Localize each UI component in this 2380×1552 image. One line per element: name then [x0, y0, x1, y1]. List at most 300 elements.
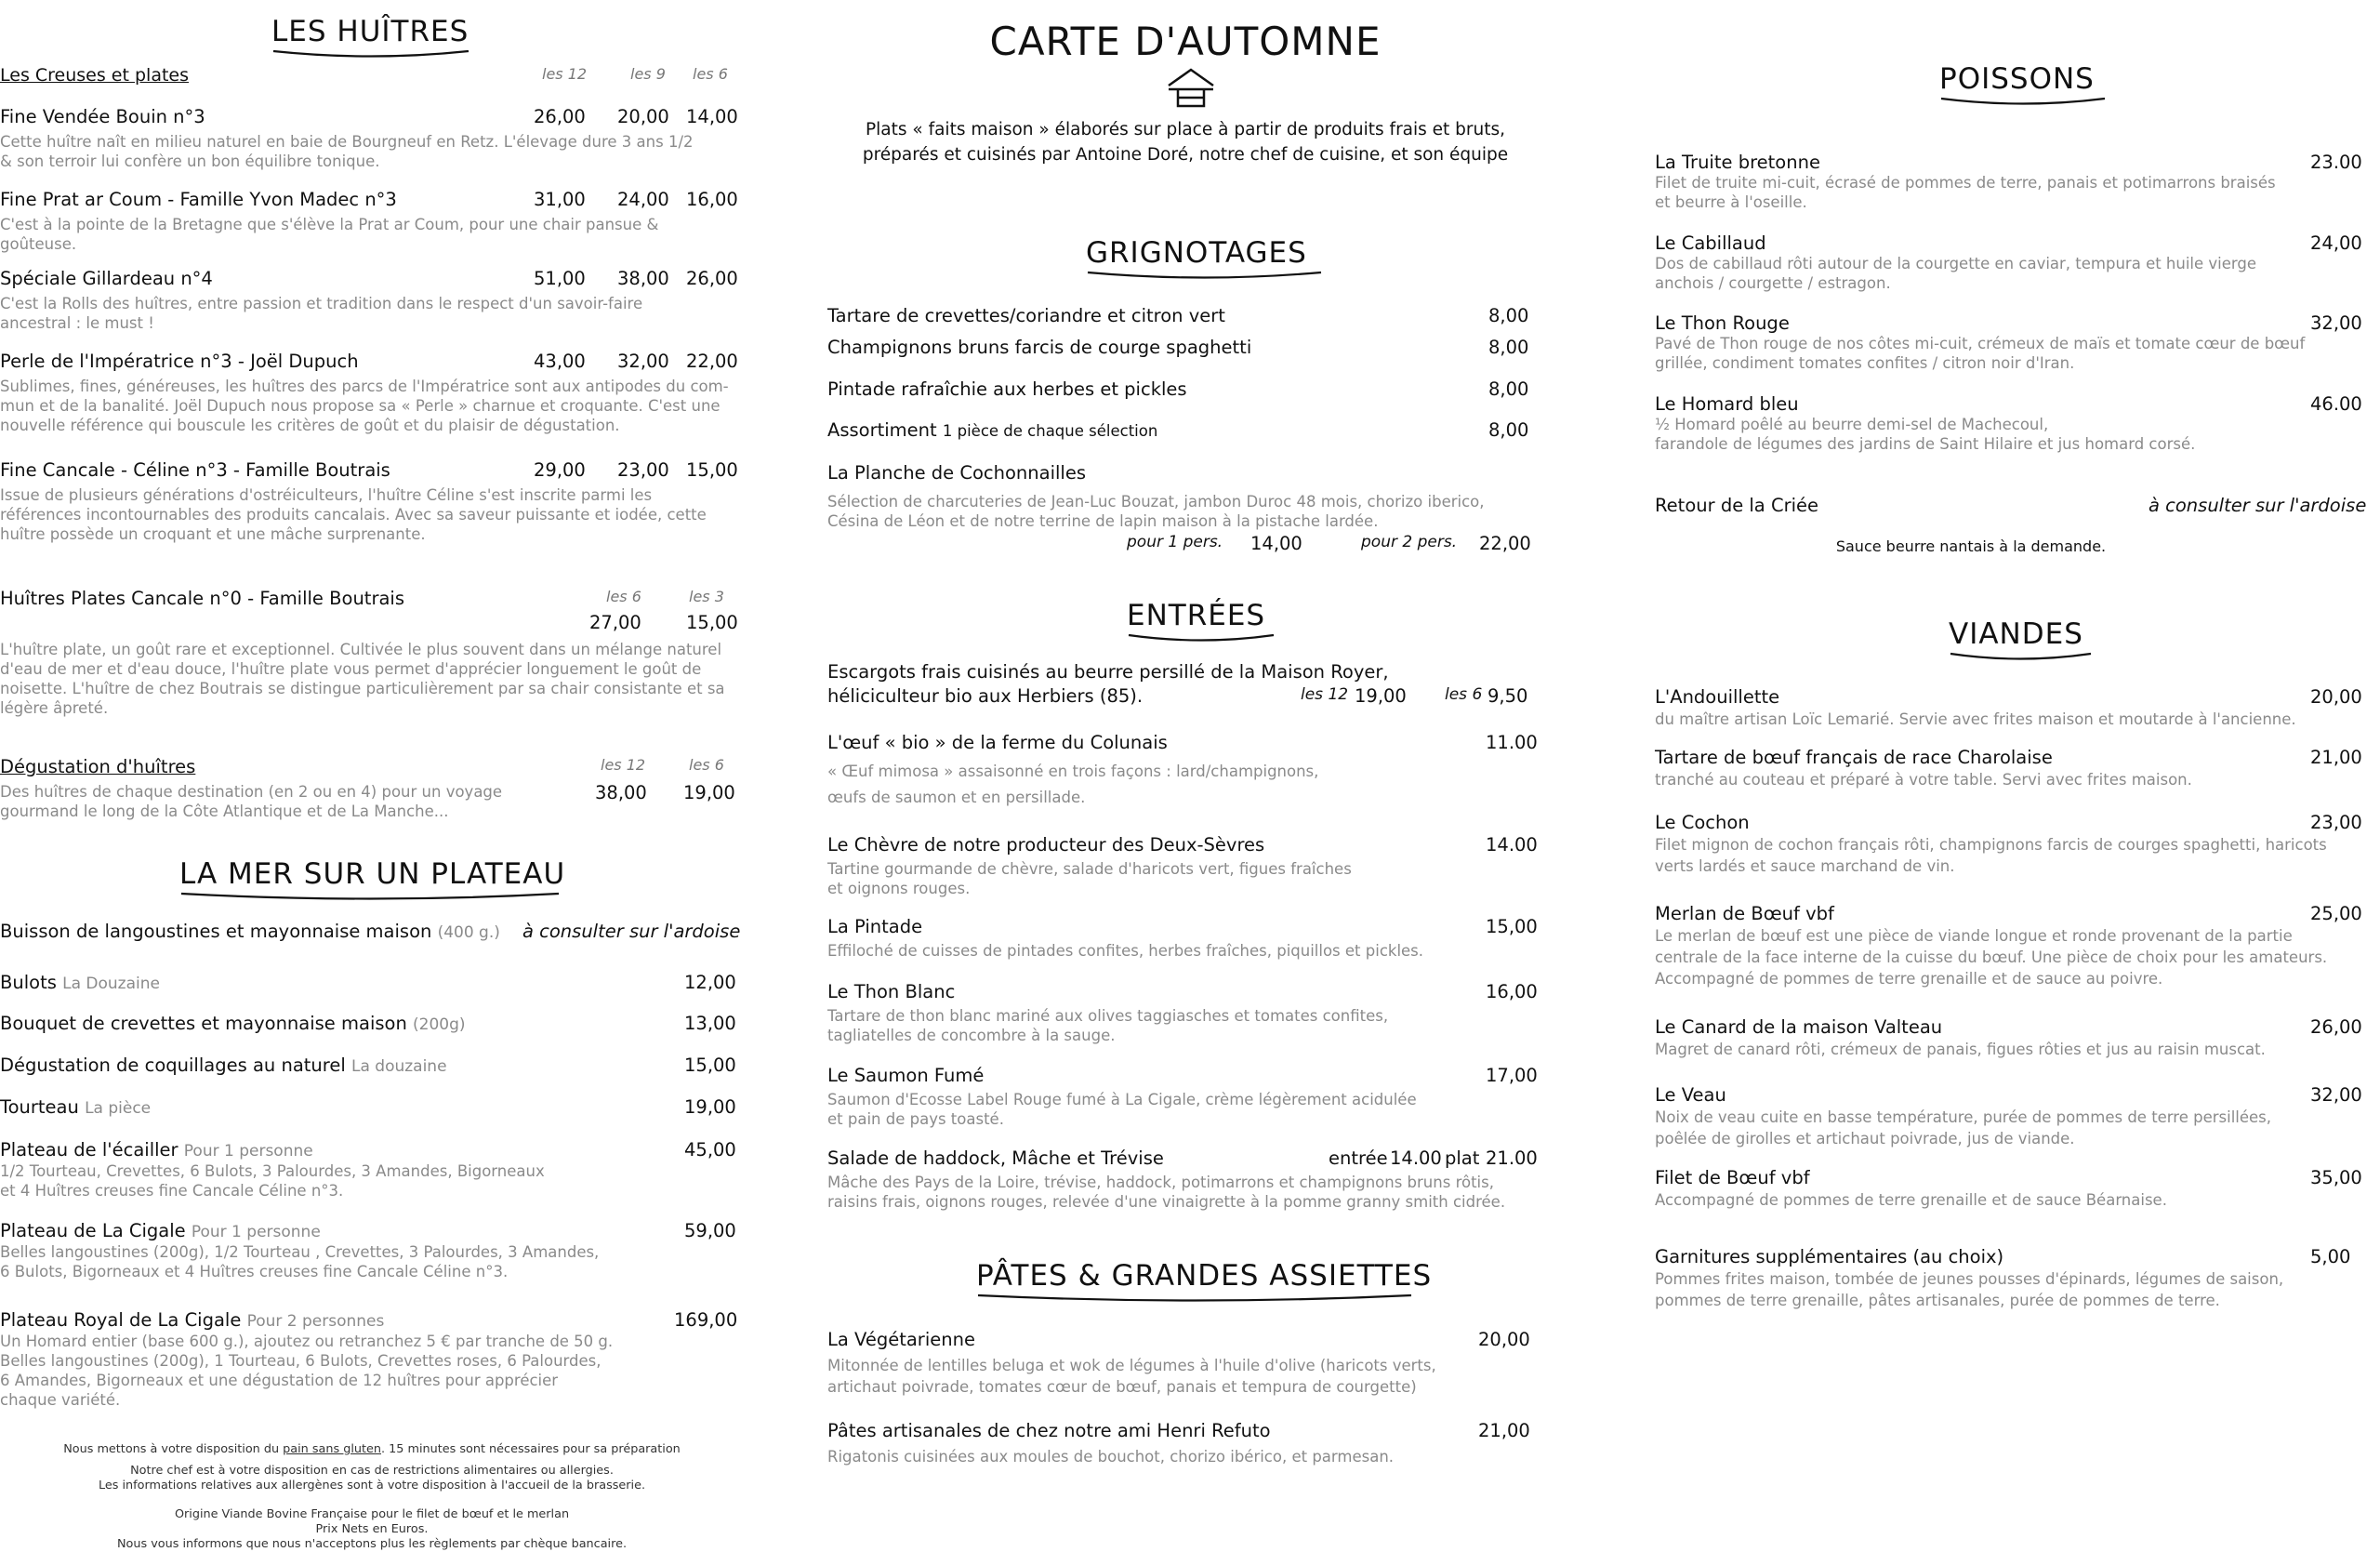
grignotage-item: [827, 305, 1543, 329]
item-name-text: Tourteau: [0, 1096, 79, 1118]
item-row: [827, 305, 1543, 329]
title-swash-icon: [271, 48, 470, 61]
item-row: [0, 972, 744, 996]
price-9: 38,00: [617, 268, 669, 289]
plateau-item: [0, 1055, 744, 1079]
item-description: [827, 1006, 1543, 1045]
description-line: 6 Bulots, Bigorneaux et 4 Huîtres creuses fine Cancale Céline n°3.: [0, 1263, 509, 1280]
description-line: Noix de veau cuite en basse température, purée de pommes de terre persillées,: [1655, 1108, 2272, 1126]
price-12: 26,00: [534, 106, 586, 127]
viande-item: [1655, 1084, 2380, 1149]
description-line: artichaut poivrade, tomates cœur de bœuf, panais et tempura de courgette): [827, 1378, 1417, 1396]
item-name-text: Pintade rafraîchie aux herbes et pickles: [827, 378, 1187, 400]
entree-item: [827, 981, 1543, 1045]
oyster-item: [0, 268, 744, 333]
item-row: [1655, 812, 2380, 836]
title-swash-icon: [179, 891, 561, 904]
item-description: [1655, 1268, 2380, 1311]
pates-item: [827, 1329, 1543, 1398]
description-line: et pain de pays toasté.: [827, 1110, 1004, 1128]
oyster-item: [0, 351, 744, 435]
item-description: [827, 941, 1543, 961]
item-row: [827, 419, 1543, 444]
description-line: tranché au couteau et préparé à votre table. Servi avec frites maison.: [1655, 771, 2192, 789]
oyster-item: [0, 106, 744, 171]
title-swash-icon: [976, 1293, 1413, 1306]
item-name: Pâtes artisanales de chez notre ami Henri Refuto: [827, 1420, 1271, 1441]
item-name: Le Homard bleu: [1655, 393, 1799, 415]
description-line: ancestral : le must !: [0, 314, 154, 332]
description-line: Accompagné de pommes de terre grenaille et de sauce Béarnaise.: [1655, 1191, 2167, 1209]
item-price: 15,00: [684, 1055, 736, 1076]
item-name-text: Plateau de La Cigale: [0, 1220, 186, 1241]
pates-item: [827, 1420, 1543, 1467]
description-line: Effiloché de cuisses de pintades confites, herbes fraîches, piquillos et pickles.: [827, 942, 1424, 960]
description-line: Mitonnée de lentilles beluga et wok de légumes à l'huile d'olive (haricots verts,: [827, 1357, 1436, 1374]
price-12: 43,00: [534, 351, 586, 372]
viande-item: [1655, 812, 2380, 877]
description-line: « Œuf mimosa » assaisonné en trois façons : lard/champignons,: [827, 763, 1319, 780]
price-6: 27,00: [589, 612, 641, 633]
item-price: 23,00: [2310, 812, 2362, 833]
price-12: 38,00: [595, 782, 647, 803]
section-title-text: LA MER SUR UN PLATEAU: [179, 857, 566, 891]
title-swash-icon: [1086, 270, 1323, 283]
item-price: 20,00: [1478, 1329, 1530, 1350]
description-line: Dos de cabillaud rôti autour de la courgette en caviar, tempura et huile vierge: [1655, 255, 2257, 272]
section-title-text: LES HUÎTRES: [271, 15, 469, 48]
item-name: Le Cabillaud: [1655, 232, 1766, 254]
item-price: à consulter sur l'ardoise: [2149, 495, 2367, 516]
item-price: 32,00: [2310, 312, 2362, 334]
item-description: [827, 859, 1543, 898]
item-description: [0, 1242, 744, 1281]
item-name: [0, 1139, 313, 1161]
description-line: Le merlan de bœuf est une pièce de viande longue et ronde provenant de la partie: [1655, 927, 2293, 945]
item-name: [0, 1220, 321, 1241]
item-row: [827, 1420, 1543, 1444]
item-price: 14.00: [1486, 834, 1538, 856]
oyster-item: [0, 189, 744, 254]
item-price: 8,00: [1488, 419, 1529, 441]
description-line: grillée, condiment tomates confites / citron noir d'Iran.: [1655, 354, 2075, 372]
item-price: 24,00: [2310, 232, 2362, 254]
description-line: et oignons rouges.: [827, 880, 971, 897]
description-line: Pavé de Thon rouge de nos côtes mi-cuit, crémeux de maïs et tomate cœur de bœuf: [1655, 335, 2306, 352]
description-line: Filet de truite mi-cuit, écrasé de pommes de terre, panais et potimarrons braisés: [1655, 174, 2276, 192]
description-line: centrale de la face interne de la cuisse du bœuf. Une pièce de choix pour les amateurs.: [1655, 948, 2328, 966]
item-name: [827, 337, 1251, 358]
price-1: 14.00: [1390, 1147, 1442, 1169]
description-line: Belles langoustines (200g), 1 Tourteau, 6 Bulots, Crevettes roses, 6 Palourdes,: [0, 1352, 602, 1370]
description-line: nouvelle référence qui bouscule les critères de goût et du plaisir de dégustation.: [0, 417, 620, 434]
item-name: Fine Cancale - Céline n°3 - Famille Boutrais: [0, 459, 390, 481]
description-line: Issue de plusieurs générations d'ostréiculteurs, l'huître Céline s'est inscrite parmi les: [0, 486, 653, 504]
item-row: [827, 378, 1543, 403]
viande-item: [1655, 903, 2380, 989]
description-line: Sublimes, fines, généreuses, les huîtres des parcs de l'Impératrice sont aux antipodes du com-: [0, 378, 729, 395]
section-title-pates: [976, 1259, 1432, 1306]
section-title-grignotages: [1086, 236, 1323, 283]
grignotage-item: [827, 419, 1543, 444]
item-row: [0, 921, 744, 945]
item-name: [827, 419, 1157, 441]
item-description: [0, 485, 732, 544]
item-row: [0, 1309, 744, 1333]
item-portion: Pour 1 personne: [191, 1223, 321, 1241]
item-price: 23.00: [2310, 152, 2362, 173]
description-line: chaque variété.: [0, 1391, 121, 1409]
item-row: [0, 189, 744, 213]
item-description: [0, 377, 744, 435]
viande-item: [1655, 1246, 2380, 1311]
item-description: [1655, 415, 2380, 454]
item-description: [827, 759, 1543, 811]
plateau-item: [0, 1139, 744, 1200]
item-name: La Pintade: [827, 916, 923, 937]
item-name: Fine Vendée Bouin n°3: [0, 106, 205, 127]
item-name-text: Champignons bruns farcis de courge spaghetti: [827, 337, 1252, 358]
viande-item: [1655, 686, 2380, 730]
poisson-item: [1655, 232, 2380, 293]
item-name: [0, 972, 160, 993]
price-12: 51,00: [534, 268, 586, 289]
plateau-item: [0, 1309, 744, 1410]
item-price: 21,00: [1478, 1420, 1530, 1441]
item-description: [1655, 334, 2380, 373]
item-portion: La Douzaine: [62, 975, 160, 993]
item-description: L'huître plate, un goût rare et exceptionnel. Cultivée le plus souvent dans un mélange naturel d'eau de mer et d'eau douce, l'huître plate vous permet d'apprécier longuement le goût de noisette. L'huître de chez Boutrais se distingue particulièrement par sa chair consistante et sa légère âpreté.: [0, 641, 725, 717]
portion-label-6: les 6: [1445, 685, 1483, 704]
item-row: [0, 1055, 744, 1079]
item-price: 8,00: [1488, 305, 1529, 326]
item-name: L'œuf « bio » de la ferme du Colunais: [827, 732, 1168, 753]
plateau-item: [0, 921, 744, 945]
item-description: [0, 1332, 744, 1410]
item-price: 46.00: [2310, 393, 2362, 415]
description-line: pommes de terre grenaille, pâtes artisanales, purée de pommes de terre.: [1655, 1292, 2220, 1309]
item-name-text: Bulots: [0, 972, 57, 993]
item-name-text: Tartare de crevettes/coriandre et citron vert: [827, 305, 1225, 326]
item-name: Fine Prat ar Coum - Famille Yvon Madec n°3: [0, 189, 397, 210]
portion-label-2: pour 2 pers.: [1361, 533, 1458, 551]
item-name: [0, 1055, 447, 1076]
section-title-text: PÂTES & GRANDES ASSIETTES: [976, 1259, 1433, 1293]
item-portion: La pièce: [85, 1099, 152, 1118]
item-price: 26,00: [2310, 1016, 2362, 1038]
price-6: 14,00: [686, 106, 738, 127]
item-description: [0, 132, 744, 171]
description-line: huître possède un croquant et une mâche surprenante.: [0, 525, 426, 543]
title-swash-icon: [1127, 632, 1276, 645]
item-row: [1655, 393, 2380, 418]
price-12: 31,00: [534, 189, 586, 210]
house-logo-icon: [1165, 67, 1217, 110]
planche-item: [827, 462, 1543, 557]
item-row: [0, 459, 744, 484]
description-line: Filet mignon de cochon français rôti, champignons farcis de courges spaghetti, haricots: [1655, 836, 2327, 854]
item-description: [1655, 925, 2380, 989]
salade-item: [827, 1147, 1543, 1212]
item-description: Des huîtres de chaque destination (en 2 ou en 4) pour un voyage gourmand le long de la Côte Atlantique et de La Manche...: [0, 783, 503, 820]
item-description: [827, 1090, 1543, 1129]
item-name: [827, 305, 1225, 326]
viande-item: [1655, 1167, 2380, 1211]
price-2: 21.00: [1486, 1147, 1538, 1169]
section-title-plateau: [179, 857, 565, 904]
item-row: [827, 337, 1543, 361]
description-line: farandole de légumes des jardins de Saint Hilaire et jus homard corsé.: [1655, 435, 2196, 453]
item-name: Spéciale Gillardeau n°4: [0, 268, 213, 289]
item-price: 13,00: [684, 1013, 736, 1034]
item-price: 19,00: [684, 1096, 736, 1118]
section-title-text: VIANDES: [1949, 617, 2083, 651]
title-swash-icon: [1949, 651, 2093, 664]
description-line: Tartine gourmande de chèvre, salade d'haricots vert, figues fraîches: [827, 860, 1352, 878]
plateau-item: [0, 1096, 744, 1121]
item-row: [827, 981, 1543, 1005]
price-9: 32,00: [617, 351, 669, 372]
viande-item: [1655, 747, 2380, 790]
description-line: et beurre à l'oseille.: [1655, 193, 1807, 211]
description-line: Un Homard entier (base 600 g.), ajoutez ou retranchez 5 € par tranche de 50 g.: [0, 1333, 614, 1350]
item-name: Le Cochon: [1655, 812, 1750, 833]
poisson-item: [1655, 312, 2380, 373]
entree-item: [827, 1065, 1543, 1129]
description-line: C'est la Rolls des huîtres, entre passion et tradition dans le respect d'un savoir-faire: [0, 295, 643, 312]
item-price: 17,00: [1486, 1065, 1538, 1086]
description-line: Pommes frites maison, tombée de jeunes pousses d'épinards, légumes de saison,: [1655, 1270, 2284, 1288]
item-row: [0, 1096, 744, 1121]
item-row: [1655, 152, 2380, 176]
item-description: [1655, 834, 2380, 877]
item-name-text: Dégustation de coquillages au naturel: [0, 1055, 346, 1076]
price-2: 22,00: [1479, 533, 1531, 554]
description-line: 1/2 Tourteau, Crevettes, 6 Bulots, 3 Palourdes, 3 Amandes, Bigorneaux: [0, 1162, 545, 1180]
item-name: [0, 1096, 151, 1118]
item-name: Le Saumon Fumé: [827, 1065, 985, 1086]
item-price: 45,00: [684, 1139, 736, 1161]
description-line: du maître artisan Loïc Lemarié. Servie avec frites maison et moutarde à l'ancienne.: [1655, 710, 2296, 728]
item-name: Escargots frais cuisinés au beurre persillé de la Maison Royer,: [827, 661, 1389, 683]
description-line: Tartare de thon blanc mariné aux olives taggiasches et tomates confites,: [827, 1007, 1389, 1025]
header-les-12: les 12: [601, 756, 646, 774]
item-name-2: héliciculteur bio aux Herbiers (85).: [827, 685, 1144, 707]
grignotage-item: [827, 378, 1543, 403]
item-row: [827, 916, 1543, 940]
price-6: 16,00: [686, 189, 738, 210]
item-name: Perle de l'Impératrice n°3 - Joël Dupuch: [0, 351, 359, 372]
price-6: 9,50: [1488, 685, 1528, 707]
item-description: [1655, 709, 2380, 730]
item-price: 25,00: [2310, 903, 2362, 924]
item-price: 16,00: [1486, 981, 1538, 1002]
item-name-text: Plateau Royal de La Cigale: [0, 1309, 242, 1331]
price-3: 15,00: [686, 612, 738, 633]
item-name: Dégustation d'huîtres: [0, 756, 196, 777]
description-line: 6 Amandes, Bigorneaux et une dégustation de 12 huîtres pour apprécier: [0, 1372, 559, 1389]
description-line: poêlée de girolles et artichaut poivrade, jus de viande.: [1655, 1130, 2075, 1147]
item-description: [827, 1355, 1543, 1398]
creuses-label: Les Creuses et plates: [0, 65, 189, 86]
item-price: à consulter sur l'ardoise: [522, 921, 741, 942]
item-price: 59,00: [684, 1220, 736, 1241]
item-price: 8,00: [1488, 378, 1529, 400]
item-row: [1655, 1084, 2380, 1108]
header-les-12: les 12: [542, 65, 588, 83]
oysters-header-row: [0, 65, 744, 89]
item-name: La Truite bretonne: [1655, 152, 1820, 173]
price-12: 29,00: [534, 459, 586, 481]
item-row: [0, 1220, 744, 1244]
entree-item: [827, 732, 1543, 811]
item-portion: 1 pièce de chaque sélection: [942, 422, 1158, 440]
description-line: anchois / courgette / estragon.: [1655, 274, 1891, 292]
oyster-item: [0, 459, 744, 544]
entree-item: [827, 916, 1543, 961]
portion-label-12: les 12: [1301, 685, 1349, 704]
description-line: et 4 Huîtres creuses fine Cancale Céline n°3.: [0, 1182, 344, 1200]
item-row: [1655, 903, 2380, 927]
description-line: Cette huître naît en milieu naturel en baie de Bourgneuf en Retz. L'élevage dure 3 ans 1/2: [0, 133, 694, 151]
grignotage-item: [827, 337, 1543, 361]
title-swash-icon: [1939, 96, 2107, 109]
item-row: [1655, 232, 2380, 257]
item-row: [1655, 1167, 2380, 1191]
item-description: Sélection de charcuteries de Jean-Luc Bouzat, jambon Duroc 48 mois, chorizo iberico, Césina de Léon et de notre terrine de lapin maison à la pistache lardée.: [827, 493, 1485, 530]
item-row: [827, 1065, 1543, 1089]
header-les-9: les 9: [630, 65, 666, 83]
poisson-item: [1655, 393, 2380, 454]
item-name: Huîtres Plates Cancale n°0 - Famille Boutrais: [0, 588, 404, 609]
item-portion: Pour 1 personne: [183, 1142, 313, 1161]
viande-item: [1655, 1016, 2380, 1060]
price-9: 24,00: [617, 189, 669, 210]
item-name: Le Chèvre de notre producteur des Deux-Sèvres: [827, 834, 1265, 856]
item-name: L'Andouillette: [1655, 686, 1780, 708]
item-name: Le Veau: [1655, 1084, 1726, 1106]
item-portion: (400 g.): [437, 923, 500, 942]
item-price: 32,00: [2310, 1084, 2362, 1106]
item-row: [827, 732, 1543, 756]
item-description: [827, 1446, 1543, 1467]
description-line: verts lardés et sauce marchand de vin.: [1655, 857, 1955, 875]
item-description: Mâche des Pays de la Loire, trévise, haddock, potimarrons et champignons bruns rôtis, raisins frais, oignons rouges, relevée d'une vinaigrette à la pomme granny smith cidrée.: [827, 1174, 1506, 1211]
footnotes: Nous mettons à votre disposition du pain sans gluten. 15 minutes sont nécessaires pour sa préparation Notre chef est à votre disposition en cas de restrictions alimentaires ou allergies. Les informations relatives aux allergènes sont à votre disposition à l'accueil de la brasserie. Origine Viande Bovine Française pour le filet de bœuf et le merlan Prix Nets en Euros. Nous vous informons que nous n'acceptons plus les règlements par chèque bancaire.: [63, 1442, 681, 1551]
item-name-text: Bouquet de crevettes et mayonnaise maison: [0, 1013, 407, 1034]
item-description: [1655, 1039, 2380, 1060]
item-row: [1655, 1016, 2380, 1041]
section-title-text: GRIGNOTAGES: [1086, 236, 1307, 270]
header-les-6: les 6: [606, 588, 641, 605]
item-price: 20,00: [2310, 686, 2362, 708]
item-name: Tartare de bœuf français de race Charolaise: [1655, 747, 2053, 768]
item-name: Le Thon Rouge: [1655, 312, 1790, 334]
item-portion: La douzaine: [350, 1057, 447, 1076]
item-row: [827, 834, 1543, 858]
item-row: [1655, 1246, 2380, 1270]
header-les-6: les 6: [693, 65, 728, 83]
section-title-text: POISSONS: [1939, 62, 2095, 96]
item-row: [0, 1013, 744, 1037]
item-row: [1655, 312, 2380, 337]
description-line: Belles langoustines (200g), 1/2 Tourteau , Crevettes, 3 Palourdes, 3 Amandes,: [0, 1243, 600, 1261]
item-name: La Planche de Cochonnailles: [827, 462, 1086, 484]
item-description: [1655, 1107, 2380, 1149]
item-row: [0, 1139, 744, 1163]
description-line: mun et de la banalité. Joël Dupuch nous propose sa « Perle » charnue et croquante. C'est une: [0, 397, 721, 415]
item-name: [827, 378, 1187, 400]
item-name: Retour de la Criée: [1655, 495, 1819, 516]
item-price: 169,00: [674, 1309, 738, 1331]
intro-text: Plats « faits maison » élaborés sur place à partir de produits frais et bruts, préparés et cuisinés par Antoine Doré, notre chef de cuisine, et son équipe: [862, 120, 1509, 165]
escargots-item: [827, 661, 1543, 710]
description-line: Accompagné de pommes de terre grenaille et de sauce au poivre.: [1655, 970, 2163, 988]
price-9: 20,00: [617, 106, 669, 127]
item-price: 12,00: [684, 972, 736, 993]
item-row: [0, 351, 744, 375]
item-name: Le Canard de la maison Valteau: [1655, 1016, 1943, 1038]
item-description: [0, 215, 744, 254]
item-portion: (200g): [413, 1015, 466, 1034]
degustation-item: [0, 756, 744, 821]
item-name: Merlan de Bœuf vbf: [1655, 903, 1834, 924]
item-row: [1655, 747, 2380, 771]
item-description: [1655, 1189, 2380, 1211]
item-name-text: Assortiment: [827, 419, 937, 441]
item-portion: Pour 2 personnes: [246, 1312, 385, 1331]
plateau-item: [0, 1013, 744, 1037]
price-1: 14,00: [1250, 533, 1302, 554]
item-price: 15,00: [1486, 916, 1538, 937]
item-name: [0, 921, 500, 942]
section-title-viandes: [1949, 617, 2093, 664]
section-title-poissons: [1939, 62, 2107, 109]
item-name: [0, 1013, 466, 1034]
description-line: tagliatelles de concombre à la sauge.: [827, 1027, 1116, 1044]
item-name: Le Thon Blanc: [827, 981, 956, 1002]
menu-title: CARTE D'AUTOMNE: [989, 19, 1382, 64]
price-6: 19,00: [683, 782, 735, 803]
plateau-item: [0, 972, 744, 996]
item-price: 5,00: [2310, 1246, 2351, 1267]
price-6: 22,00: [686, 351, 738, 372]
price-6: 26,00: [686, 268, 738, 289]
price-6: 15,00: [686, 459, 738, 481]
item-name: [0, 1309, 384, 1331]
item-name-text: Buisson de langoustines et mayonnaise maison: [0, 921, 432, 942]
item-name: Filet de Bœuf vbf: [1655, 1167, 1810, 1188]
item-description: [0, 294, 744, 333]
description-line: Saumon d'Ecosse Label Rouge fumé à La Cigale, crème légèrement acidulée: [827, 1091, 1417, 1108]
criee-item: [1655, 495, 2380, 519]
sauce-note: Sauce beurre nantais à la demande.: [1835, 537, 2107, 555]
description-line: & son terroir lui confère un bon équilibre tonique.: [0, 153, 380, 170]
item-description: [1655, 254, 2380, 293]
portion-label-1: entrée: [1329, 1147, 1388, 1169]
item-description: [1655, 769, 2380, 790]
item-price: 35,00: [2310, 1167, 2362, 1188]
item-row: [0, 106, 744, 130]
section-title-text: ENTRÉES: [1127, 599, 1266, 632]
item-price: 21,00: [2310, 747, 2362, 768]
description-line: références incontournables des produits cancalais. Avec sa saveur puissante et iodée, cette: [0, 506, 707, 524]
price-9: 23,00: [617, 459, 669, 481]
item-name: Salade de haddock, Mâche et Trévise: [827, 1147, 1164, 1169]
portion-label-1: pour 1 pers.: [1127, 533, 1223, 551]
description-line: goûteuse.: [0, 235, 77, 253]
item-name-text: Plateau de l'écailler: [0, 1139, 178, 1161]
